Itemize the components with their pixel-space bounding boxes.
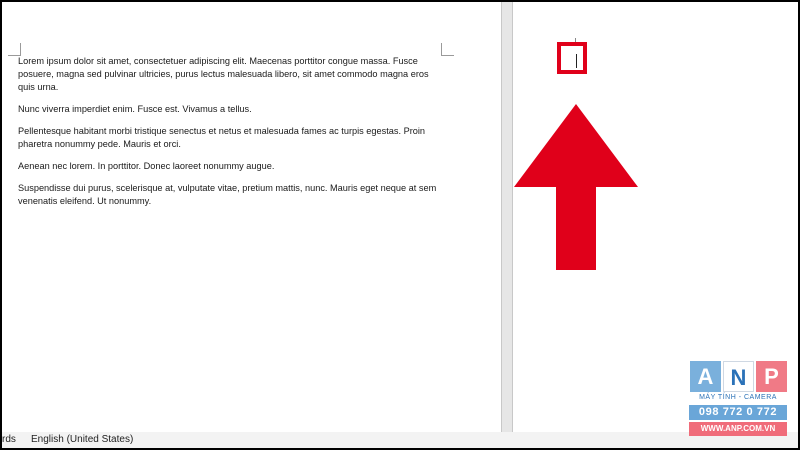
logo-subtitle: MÁY TÍNH - CAMERA — [699, 394, 777, 401]
document-page-left[interactable] — [2, 2, 501, 432]
text-cursor-icon — [576, 54, 577, 68]
margin-corner-top-right — [441, 43, 454, 56]
paragraph-5: Suspendisse dui purus, scelerisque at, vulputate vitae, pretium mattis, nunc. Mauris eget neque at sem venenatis eleifend. Ut nonummy. — [18, 183, 437, 206]
word-count-status[interactable]: rds — [2, 434, 16, 445]
logo-phone: 098 772 0 772 — [689, 405, 787, 420]
paragraph-2: Nunc viverra imperdiet enim. Fusce est. Vivamus a tellus. — [18, 104, 252, 114]
paragraph-1: Lorem ipsum dolor sit amet, consectetuer adipiscing elit. Maecenas porttitor congue massa. Fusce posuere, magna sed pulvinar ultricies, purus lectus malesuada libero, sit amet commodo magna eros quis urna. — [18, 56, 429, 92]
logo-website: WWW.ANP.COM.VN — [689, 422, 787, 436]
logo-letter-p: P — [756, 361, 787, 392]
up-arrow-icon — [514, 104, 638, 270]
paragraph-3: Pellentesque habitant morbi tristique senectus et netus et malesuada fames ac turpis egestas. Proin pharetra nonummy pede. Mauris et orci. — [18, 126, 426, 149]
document-area — [2, 2, 798, 432]
logo-letter-a: A — [690, 361, 721, 392]
logo-letter-n: N — [723, 361, 754, 392]
status-bar — [2, 432, 798, 448]
paragraph-4: Aenean nec lorem. In porttitor. Donec laoreet nonummy augue. — [18, 161, 275, 171]
page-gap-left-edge — [501, 2, 502, 432]
anp-watermark-logo — [687, 361, 789, 439]
cursor-highlight-box — [557, 42, 587, 74]
document-body[interactable] — [18, 55, 438, 217]
language-status[interactable]: English (United States) — [31, 434, 134, 445]
